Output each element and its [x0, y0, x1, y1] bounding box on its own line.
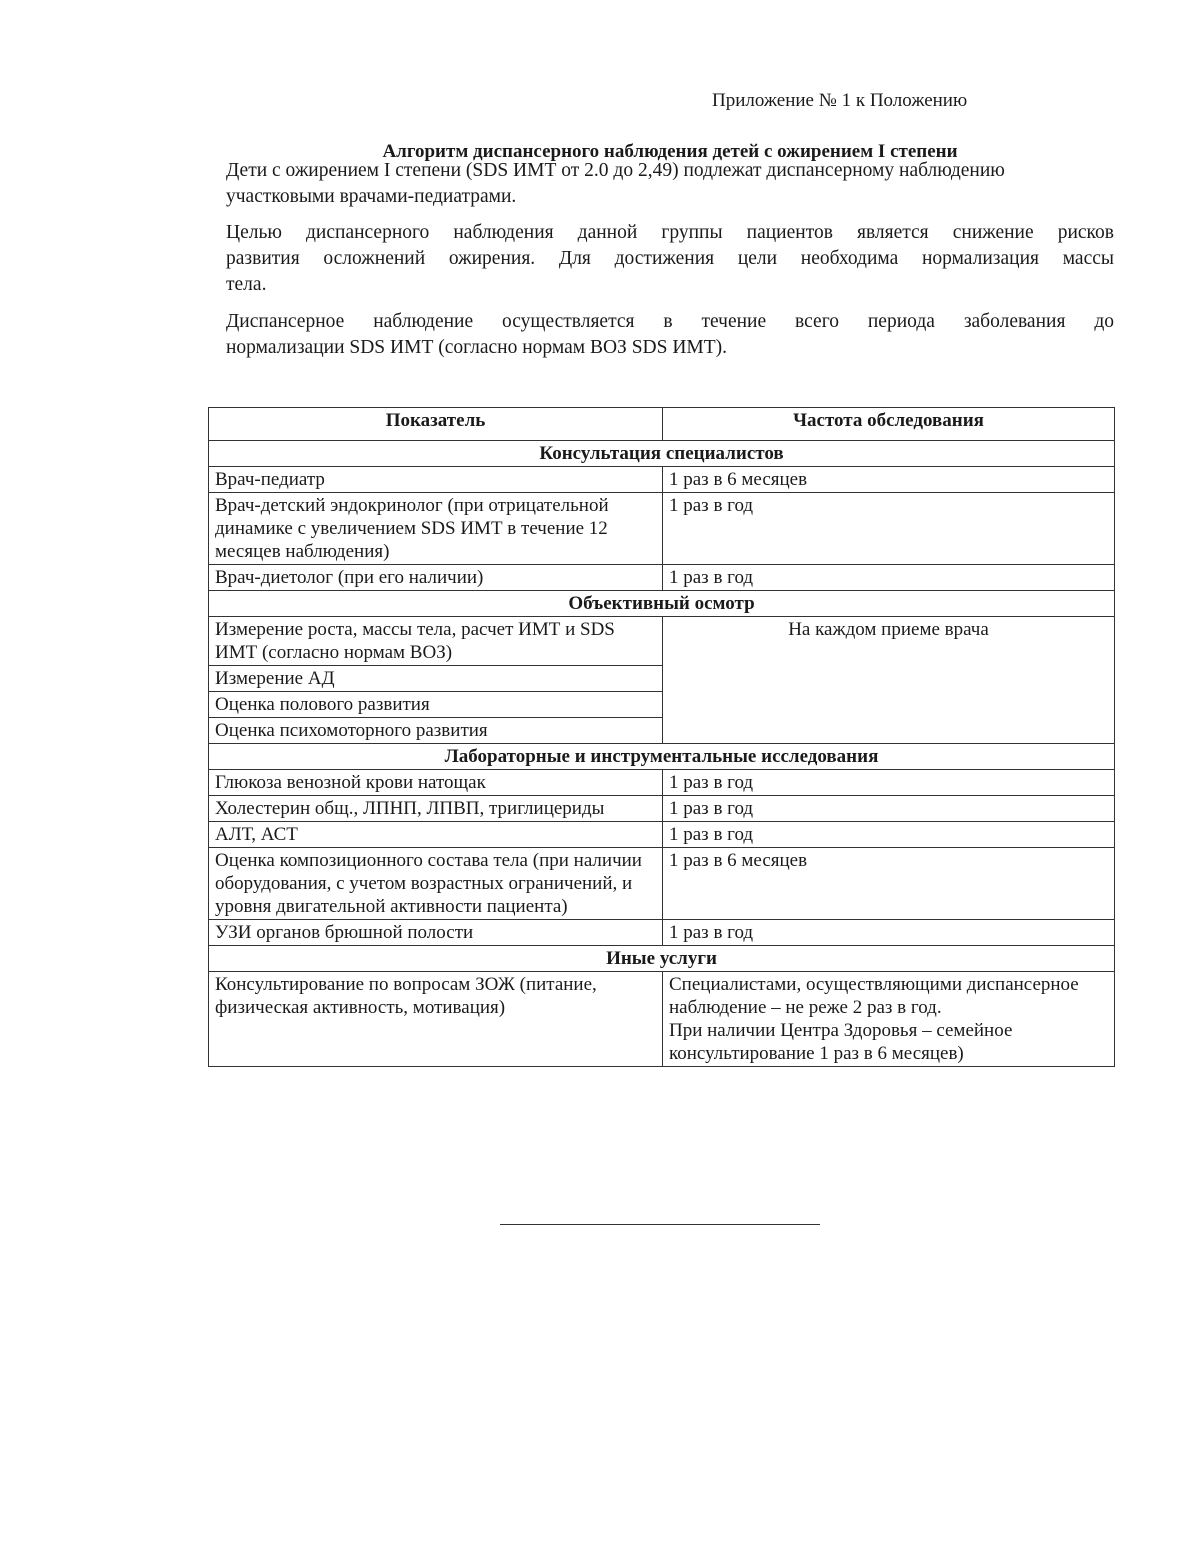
table-row [209, 770, 1115, 796]
paragraph-line: тела. [226, 274, 267, 295]
section-exam: Объективный осмотр [209, 591, 1115, 617]
header-indicator: Показатель [209, 408, 663, 441]
indicator-cell: Измерение роста, массы тела, расчет ИМТ и SDS ИМТ (согласно нормам ВОЗ) [209, 617, 663, 666]
indicator-cell: УЗИ органов брюшной полости [209, 920, 663, 946]
paragraph-2 [226, 220, 1114, 298]
indicator-cell: Врач-детский эндокринолог (при отрицательной динамике с увеличением SDS ИМТ в течение 12 месяцев наблюдения) [209, 493, 663, 565]
section-row [209, 946, 1115, 972]
indicator-cell: Глюкоза венозной крови натощак [209, 770, 663, 796]
indicator-cell: Врач-диетолог (при его наличии) [209, 565, 663, 591]
paragraph-1 [226, 158, 1114, 210]
section-other: Иные услуги [209, 946, 1115, 972]
frequency-cell: 1 раз в год [663, 770, 1115, 796]
frequency-cell: 1 раз в год [663, 493, 1115, 565]
indicator-cell: Оценка психомоторного развития [209, 718, 663, 744]
table-row [209, 467, 1115, 493]
paragraph-line: развития осложнений ожирения. Для достижения цели необходима нормализация массы [226, 248, 1114, 269]
indicator-cell: АЛТ, АСТ [209, 822, 663, 848]
indicator-cell: Холестерин общ., ЛПНП, ЛПВП, триглицериды [209, 796, 663, 822]
section-row [209, 744, 1115, 770]
table-row [209, 822, 1115, 848]
frequency-cell: 1 раз в год [663, 796, 1115, 822]
footer-divider [500, 1224, 820, 1225]
paragraph-3 [226, 309, 1114, 361]
frequency-line: При наличии Центра Здоровья – семейное консультирование 1 раз в 6 месяцев) [669, 1020, 1013, 1064]
section-row [209, 591, 1115, 617]
frequency-cell: 1 раз в 6 месяцев [663, 848, 1115, 920]
observation-table [208, 407, 1115, 1067]
frequency-cell [663, 972, 1115, 1067]
table-row [209, 565, 1115, 591]
indicator-cell: Врач-педиатр [209, 467, 663, 493]
paragraph-line: Диспансерное наблюдение осуществляется в течение всего периода заболевания до [226, 311, 1114, 332]
paragraph-line: Целью диспансерного наблюдения данной группы пациентов является снижение рисков [226, 222, 1114, 243]
paragraph-line: нормализации SDS ИМТ (согласно нормам ВОЗ SDS ИМТ). [226, 337, 728, 358]
table-row [209, 493, 1115, 565]
table-row [209, 617, 1115, 666]
table-row [209, 848, 1115, 920]
section-lab: Лабораторные и инструментальные исследования [209, 744, 1115, 770]
appendix-label: Приложение № 1 к Положению [712, 90, 968, 111]
section-row [209, 441, 1115, 467]
table-row [209, 796, 1115, 822]
frequency-line: Специалистами, осуществляющими диспансерное наблюдение – не реже 2 раз в год. [669, 974, 1079, 1018]
frequency-cell: 1 раз в 6 месяцев [663, 467, 1115, 493]
frequency-cell-merged: На каждом приеме врача [663, 617, 1115, 744]
indicator-cell: Оценка полового развития [209, 692, 663, 718]
document-title: Алгоритм диспансерного наблюдения детей с ожирением I степени [382, 141, 958, 162]
paragraph-line: участковыми врачами-педиатрами. [226, 186, 517, 207]
section-consult: Консультация специалистов [209, 441, 1115, 467]
table-row [209, 972, 1115, 1067]
indicator-cell: Консультирование по вопросам ЗОЖ (питание, физическая активность, мотивация) [209, 972, 663, 1067]
header-frequency: Частота обследования [663, 408, 1115, 441]
indicator-cell: Оценка композиционного состава тела (при наличии оборудования, с учетом возрастных ограничений, и уровня двигательной активности пациента) [209, 848, 663, 920]
frequency-cell: 1 раз в год [663, 565, 1115, 591]
frequency-cell: 1 раз в год [663, 920, 1115, 946]
indicator-cell: Измерение АД [209, 666, 663, 692]
paragraph-line: Дети с ожирением I степени (SDS ИМТ от 2.0 до 2,49) подлежат диспансерному наблюдению [226, 160, 1005, 181]
table-row [209, 920, 1115, 946]
frequency-cell: 1 раз в год [663, 822, 1115, 848]
table-header-row [209, 408, 1115, 441]
